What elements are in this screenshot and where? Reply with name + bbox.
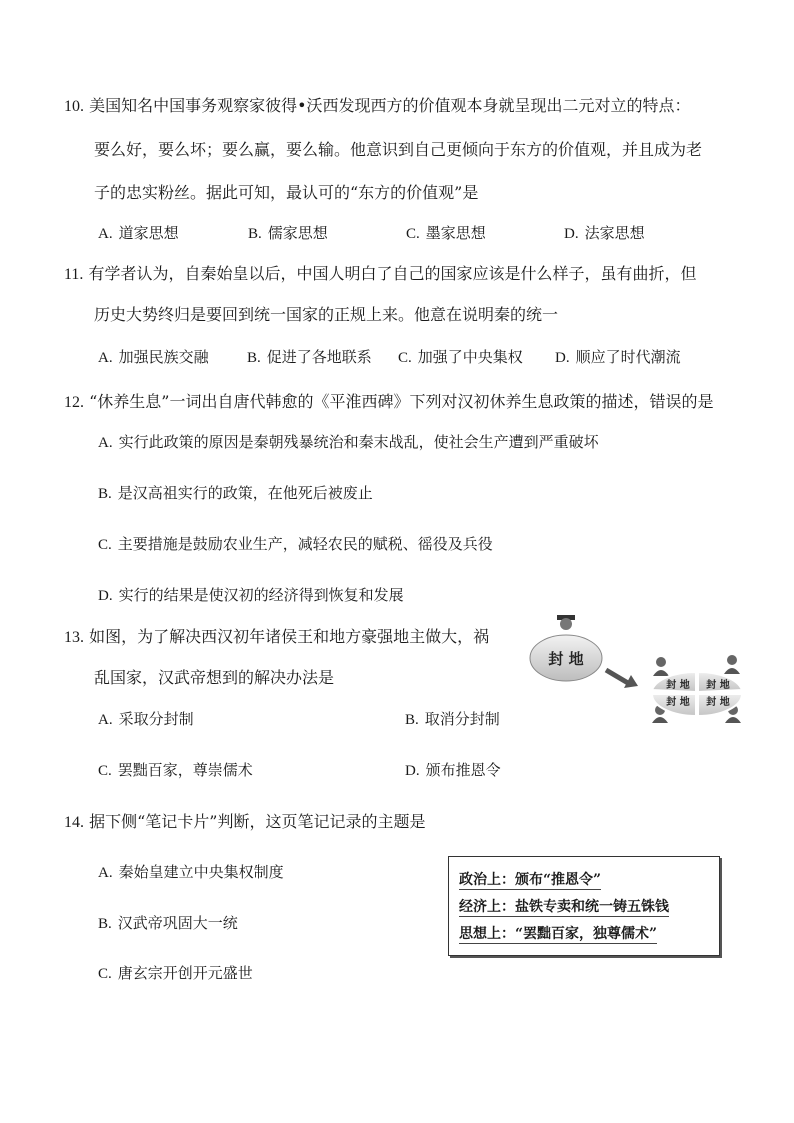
q10-option-b[interactable]: B. 儒家思想 — [248, 224, 328, 242]
q13-option-b[interactable]: B. 取消分封制 — [405, 710, 500, 728]
q10-line-2: 要么好，要么坏；要么赢，要么输。他意识到自己更倾向于东方的价值观，并且成为老 — [94, 140, 703, 159]
q13-option-c[interactable]: C. 罢黜百家，尊崇儒术 — [98, 761, 253, 779]
small-fief-label-4: 封 地 — [706, 697, 730, 708]
q12-number: 12. — [64, 394, 84, 411]
small-fief-label-2: 封 地 — [706, 680, 730, 691]
q14-option-a[interactable]: A. 秦始皇建立中央集权制度 — [98, 863, 284, 881]
q13-line-2: 乱国家，汉武帝想到的解决办法是 — [94, 668, 335, 687]
note-card — [448, 856, 720, 956]
q12-option-d[interactable]: D. 实行的结果是使汉初的经济得到恢复和发展 — [98, 586, 404, 604]
q13-option-a[interactable]: A. 采取分封制 — [98, 710, 194, 728]
q14-option-c[interactable]: C. 唐玄宗开创开元盛世 — [98, 964, 253, 982]
note-card-ideology: 思想上：“罢黜百家，独尊儒术” — [459, 926, 658, 942]
q10-option-d[interactable]: D. 法家思想 — [564, 224, 645, 242]
q12-option-b[interactable]: B. 是汉高祖实行的政策，在他死后被废止 — [98, 484, 373, 502]
q14-number: 14. — [64, 814, 84, 831]
q14-option-b[interactable]: B. 汉武帝巩固大一统 — [98, 914, 238, 932]
q12-option-c[interactable]: C. 主要措施是鼓励农业生产，减轻农民的赋税、徭役及兵役 — [98, 535, 493, 553]
big-fief-label: 封 地 — [548, 650, 584, 668]
q11-line-1: 11. 有学者认为，自秦始皇以后，中国人明白了自己的国家应该是什么样子，虽有曲折，但 — [64, 264, 697, 283]
q11-option-a[interactable]: A. 加强民族交融 — [98, 348, 209, 366]
q13-line-1: 13. 如图，为了解决西汉初年诸侯王和地方豪强地主做大，祸 — [64, 627, 490, 646]
q11-line-2: 历史大势终归是要回到统一国家的正规上来。他意在说明秦的统一 — [94, 305, 559, 324]
note-card-economy: 经济上：盐铁专卖和统一铸五铢钱 — [459, 899, 669, 915]
q10-line-3: 子的忠实粉丝。据此可知，最认可的“东方的价值观”是 — [94, 183, 479, 202]
fief-division-illustration — [528, 612, 742, 724]
arrow-right-icon — [606, 670, 638, 688]
small-fief-label-1: 封 地 — [666, 680, 690, 691]
q13-option-d[interactable]: D. 颁布推恩令 — [405, 761, 501, 779]
q11-option-b[interactable]: B. 促进了各地联系 — [247, 348, 372, 366]
q10-line-1: 10. 美国知名中国事务观察家彼得•沃西发现西方的价值观本身就呈现出二元对立的特点： — [64, 96, 691, 115]
q11-option-d[interactable]: D. 顺应了时代潮流 — [555, 348, 681, 366]
q13-number: 13. — [64, 629, 84, 646]
q10-option-c[interactable]: C. 墨家思想 — [406, 224, 486, 242]
q11-number: 11. — [64, 266, 84, 283]
q14-line-1: 14. 据下侧“笔记卡片”判断，这页笔记记录的主题是 — [64, 812, 426, 831]
q10-option-a[interactable]: A. 道家思想 — [98, 224, 179, 242]
divided-fief-disk — [652, 672, 742, 716]
q12-line-1: 12. “休养生息”一词出自唐代韩愈的《平淮西碑》下列对汉初休养生息政策的描述，错误的是 — [64, 392, 714, 411]
note-card-politics: 政治上：颁布“推恩令” — [459, 872, 602, 888]
q12-option-a[interactable]: A. 实行此政策的原因是秦朝残暴统治和秦末战乱，使社会生产遭到严重破坏 — [98, 433, 599, 451]
q11-option-c[interactable]: C. 加强了中央集权 — [398, 348, 523, 366]
small-fief-label-3: 封 地 — [666, 697, 690, 708]
q10-number: 10. — [64, 98, 84, 115]
